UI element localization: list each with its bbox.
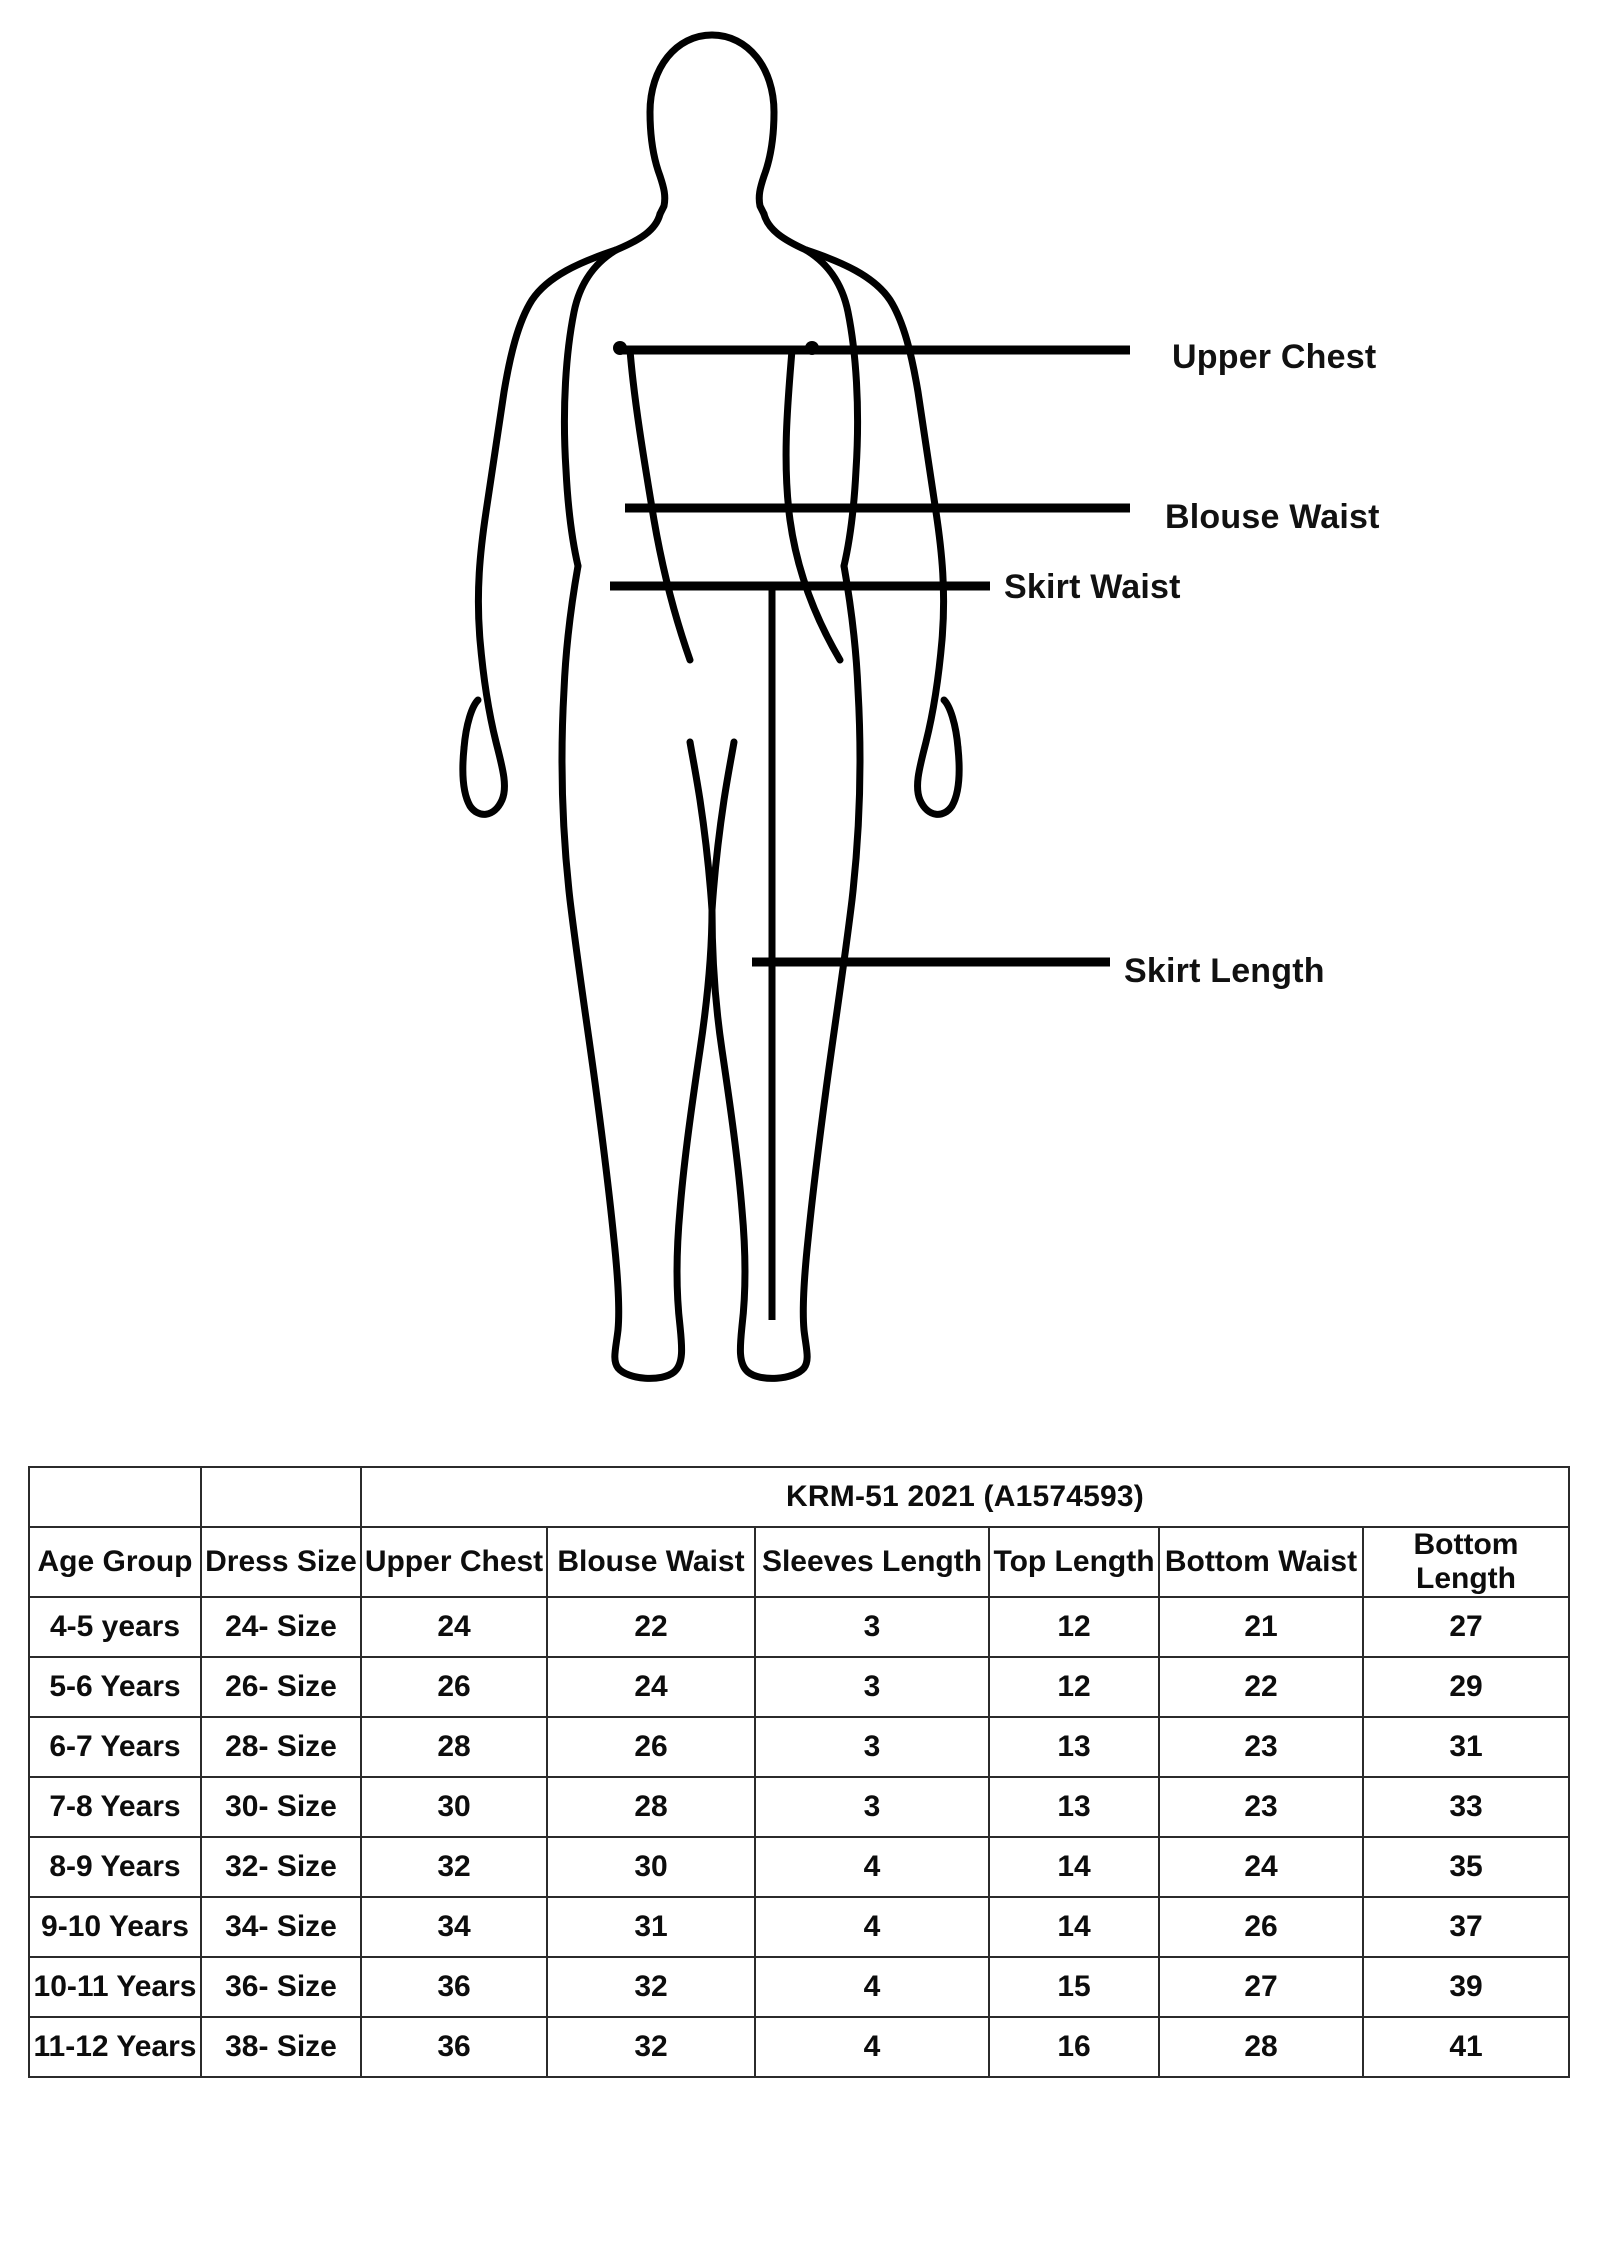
table-row [29,1597,1569,1657]
cell-blouse-waist: 26 [547,1717,755,1777]
cell-bottom-length: 39 [1363,1957,1569,2017]
column-header-age-group: Age Group [29,1527,201,1597]
cell-age-group: 4-5 years [29,1597,201,1657]
column-header-bottom-length: Bottom Length [1363,1527,1569,1597]
table-row [29,1897,1569,1957]
table-row [29,2017,1569,2077]
cell-blouse-waist: 32 [547,1957,755,2017]
callout-label-skirt-length: Skirt Length [1124,952,1325,990]
column-header-blouse-waist: Blouse Waist [547,1527,755,1597]
cell-bottom-waist: 21 [1159,1597,1363,1657]
cell-bottom-length: 27 [1363,1597,1569,1657]
cell-age-group: 9-10 Years [29,1897,201,1957]
cell-age-group: 6-7 Years [29,1717,201,1777]
cell-sleeves-length: 3 [755,1717,989,1777]
column-header-bottom-waist: Bottom Waist [1159,1527,1363,1597]
cell-bottom-waist: 27 [1159,1957,1363,2017]
table-row [29,1777,1569,1837]
table-row [29,1657,1569,1717]
cell-top-length: 14 [989,1837,1159,1897]
column-header-sleeves-length: Sleeves Length [755,1527,989,1597]
cell-bottom-waist: 28 [1159,2017,1363,2077]
cell-blouse-waist: 28 [547,1777,755,1837]
cell-bottom-length: 35 [1363,1837,1569,1897]
cell-age-group: 5-6 Years [29,1657,201,1717]
cell-bottom-length: 33 [1363,1777,1569,1837]
cell-age-group: 10-11 Years [29,1957,201,2017]
callout-label-skirt-waist: Skirt Waist [1004,568,1181,606]
cell-dress-size: 38- Size [201,2017,361,2077]
table-title-row [29,1467,1569,1527]
cell-upper-chest: 28 [361,1717,547,1777]
cell-bottom-length: 37 [1363,1897,1569,1957]
size-chart-table-wrap [28,1466,1568,2078]
cell-bottom-waist: 24 [1159,1837,1363,1897]
cell-blouse-waist: 22 [547,1597,755,1657]
cell-blouse-waist: 30 [547,1837,755,1897]
cell-sleeves-length: 4 [755,1957,989,2017]
table-corner-blank-1 [29,1467,201,1527]
table-header-row [29,1527,1569,1597]
cell-bottom-waist: 26 [1159,1897,1363,1957]
table-title: KRM-51 2021 (A1574593) [361,1467,1569,1527]
cell-top-length: 16 [989,2017,1159,2077]
column-header-top-length: Top Length [989,1527,1159,1597]
table-corner-blank-2 [201,1467,361,1527]
cell-bottom-waist: 22 [1159,1657,1363,1717]
cell-upper-chest: 26 [361,1657,547,1717]
cell-sleeves-length: 3 [755,1657,989,1717]
cell-bottom-waist: 23 [1159,1777,1363,1837]
callout-label-upper-chest: Upper Chest [1172,338,1377,376]
cell-sleeves-length: 4 [755,2017,989,2077]
cell-dress-size: 36- Size [201,1957,361,2017]
cell-upper-chest: 24 [361,1597,547,1657]
cell-top-length: 14 [989,1897,1159,1957]
cell-dress-size: 24- Size [201,1597,361,1657]
cell-sleeves-length: 4 [755,1897,989,1957]
cell-age-group: 8-9 Years [29,1837,201,1897]
cell-blouse-waist: 31 [547,1897,755,1957]
cell-top-length: 12 [989,1597,1159,1657]
cell-upper-chest: 36 [361,2017,547,2077]
cell-sleeves-length: 3 [755,1777,989,1837]
cell-dress-size: 26- Size [201,1657,361,1717]
cell-bottom-length: 41 [1363,2017,1569,2077]
cell-sleeves-length: 4 [755,1837,989,1897]
column-header-dress-size: Dress Size [201,1527,361,1597]
cell-bottom-length: 29 [1363,1657,1569,1717]
cell-upper-chest: 30 [361,1777,547,1837]
cell-age-group: 11-12 Years [29,2017,201,2077]
cell-blouse-waist: 24 [547,1657,755,1717]
column-header-upper-chest: Upper Chest [361,1527,547,1597]
cell-dress-size: 30- Size [201,1777,361,1837]
cell-dress-size: 28- Size [201,1717,361,1777]
cell-bottom-length: 31 [1363,1717,1569,1777]
cell-age-group: 7-8 Years [29,1777,201,1837]
cell-upper-chest: 32 [361,1837,547,1897]
cell-top-length: 13 [989,1777,1159,1837]
table-row [29,1957,1569,2017]
table-row [29,1717,1569,1777]
cell-top-length: 13 [989,1717,1159,1777]
size-chart-table [28,1466,1570,2078]
cell-top-length: 12 [989,1657,1159,1717]
cell-blouse-waist: 32 [547,2017,755,2077]
cell-bottom-waist: 23 [1159,1717,1363,1777]
cell-top-length: 15 [989,1957,1159,2017]
cell-sleeves-length: 3 [755,1597,989,1657]
table-row [29,1837,1569,1897]
cell-upper-chest: 36 [361,1957,547,2017]
cell-upper-chest: 34 [361,1897,547,1957]
cell-dress-size: 32- Size [201,1837,361,1897]
cell-dress-size: 34- Size [201,1897,361,1957]
callout-label-blouse-waist: Blouse Waist [1165,498,1380,536]
